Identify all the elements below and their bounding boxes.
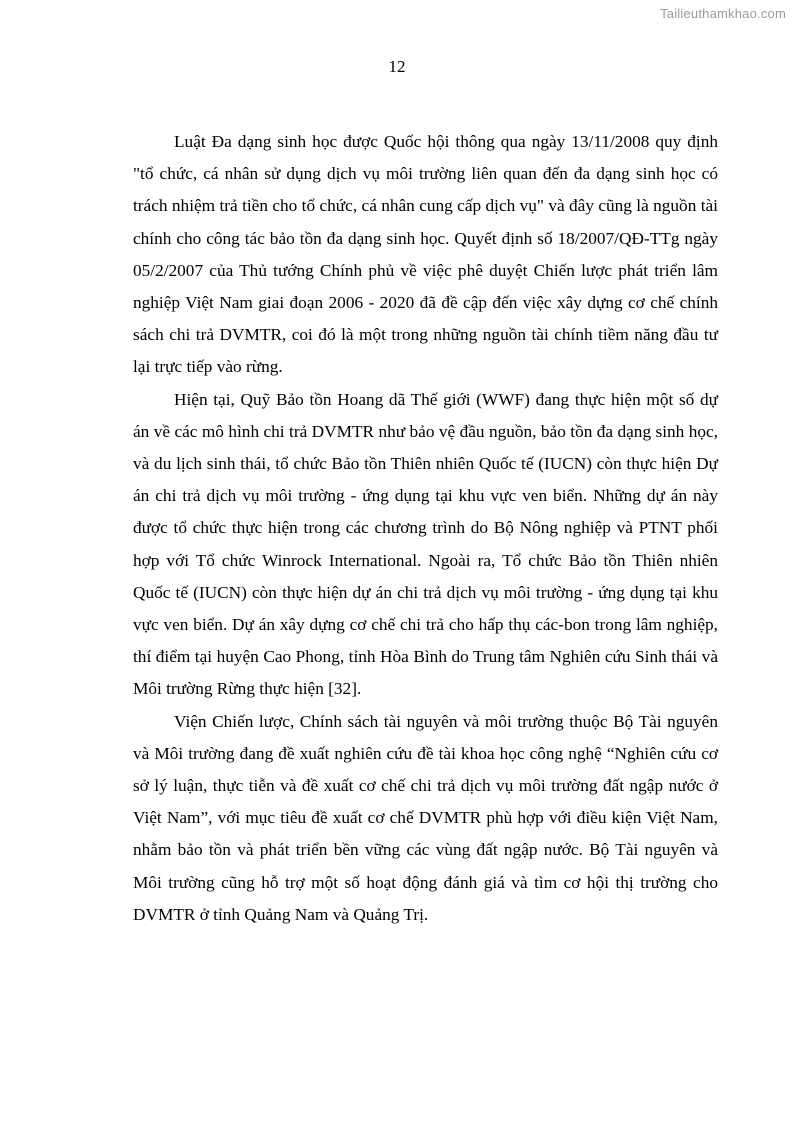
page-number: 12 (388, 57, 406, 76)
watermark: Tailieuthamkhao.com (660, 6, 786, 21)
paragraph-2: Hiện tại, Quỹ Bảo tồn Hoang dã Thế giới (WWF) đang thực hiện một số dự án về các mô hình chi trả DVMTR như bảo vệ đầu nguồn, bảo tồn đa dạng sinh học, và du lịch sinh thái, tổ chức Bảo tồn Thiên nhiên Quốc tế (IUCN) còn thực hiện Dự án chi trả dịch vụ môi trường - ứng dụng tại khu vực ven biển. Những dự án này được tổ chức thực hiện trong các chương trình do Bộ Nông nghiệp và PTNT phối hợp với Tổ chức Winrock International. Ngoài ra, Tổ chức Bảo tồn Thiên nhiên Quốc tế (IUCN) còn thực hiện dự án chi trả dịch vụ môi trường - ứng dụng tại khu vực ven biển. Dự án xây dựng cơ chế chi trả cho hấp thụ các-bon trong lâm nghiệp, thí điểm tại huyện Cao Phong, tỉnh Hòa Bình do Trung tâm Nghiên cứu Sinh thái và Môi trường Rừng thực hiện [32]. (133, 389, 718, 699)
document-body (133, 126, 718, 931)
paragraph-1: Luật Đa dạng sinh học được Quốc hội thông qua ngày 13/11/2008 quy định "tổ chức, cá nhân sử dụng dịch vụ môi trường liên quan đến đa dạng sinh học có trách nhiệm trả tiền cho tổ chức, cá nhân cung cấp dịch vụ" và đây cũng là nguồn tài chính cho công tác bảo tồn đa dạng sinh học. Quyết định số 18/2007/QĐ-TTg ngày 05/2/2007 của Thủ tướng Chính phủ về việc phê duyệt Chiến lược phát triển lâm nghiệp Việt Nam giai đoạn 2006 - 2020 đã đề cập đến việc xây dựng cơ chế chính sách chi trả DVMTR, coi đó là một trong những nguồn tài chính tiềm năng đầu tư lại trực tiếp vào rừng. (133, 132, 718, 377)
paragraph-3: Viện Chiến lược, Chính sách tài nguyên và môi trường thuộc Bộ Tài nguyên và Môi trường đang đề xuất nghiên cứu đề tài khoa học công nghệ “Nghiên cứu cơ sở lý luận, thực tiễn và đề xuất cơ chế chi trả dịch vụ môi trường đất ngập nước ở Việt Nam”, với mục tiêu đề xuất cơ chế DVMTR phù hợp với điều kiện Việt Nam, nhằm bảo tồn và phát triển bền vững các vùng đất ngập nước. Bộ Tài nguyên và Môi trường cũng hỗ trợ một số hoạt động đánh giá và tìm cơ hội thị trường cho DVMTR ở tỉnh Quảng Nam và Quảng Trị. (133, 711, 718, 924)
